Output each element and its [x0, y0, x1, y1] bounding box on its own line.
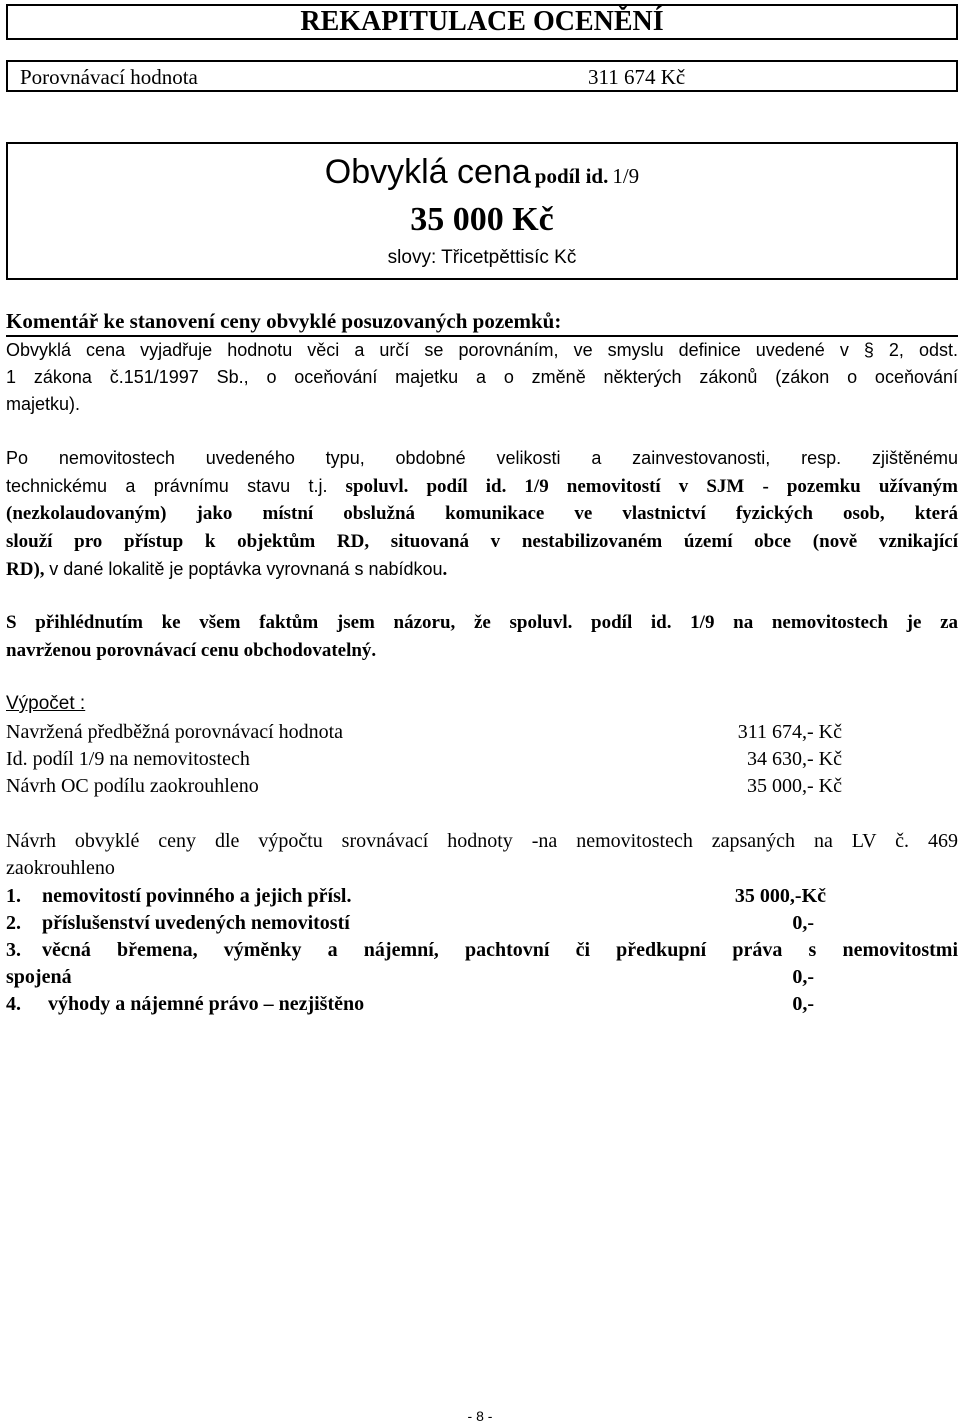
calc-row-label: Navržená předběžná porovnávací hodnota — [6, 721, 344, 743]
price-share — [535, 164, 609, 188]
comment-p2-line4: slouží pro přístup k objektům RD, situovaná v nestabilizovaném území obce (nově vznikající — [6, 531, 958, 552]
proposal-item-number: 2. — [6, 912, 21, 934]
comment-p3-line1: S přihlédnutím ke všem faktům jsem názoru, že spoluvl. podíl id. 1/9 na nemovitostech je za — [6, 612, 958, 633]
comment-p2-line1: Po nemovitostech uvedeného typu, obdobné velikosti a zainvestovanosti, resp. zjištěnému — [6, 448, 958, 468]
comment-p2-line5-bold: RD), — [6, 559, 45, 580]
proposal-item-text: výhody a nájemné právo – nezjištěno — [48, 993, 365, 1015]
comment-p2-line2-bold: spoluvl. podíl id. 1/9 nemovitostí v SJM - pozemku užívaným — [345, 476, 959, 497]
comment-p2-line5-end: . — [442, 559, 448, 580]
calc-row-value: 35 000,- Kč — [747, 775, 842, 797]
proposal-item-text: nemovitostí povinného a jejich přísl. — [42, 885, 352, 907]
comment-p3-line2: navrženou porovnávací cenu obchodovatelný. — [6, 640, 377, 661]
proposal-item-number: 4. — [6, 993, 21, 1015]
proposal-line1: Návrh obvyklé ceny dle výpočtu srovnávací hodnoty -na nemovitostech zapsaných na LV č. 469 — [6, 830, 958, 852]
proposal-item-value: 35 000,-Kč — [734, 885, 826, 907]
calc-heading: Výpočet : — [6, 693, 86, 714]
proposal-item-value: 0,- — [792, 966, 814, 988]
comparison-value: 311 674 Kč — [588, 65, 686, 89]
proposal-line2: zaokrouhleno — [6, 857, 115, 879]
title-box — [6, 4, 958, 40]
price-box — [6, 142, 958, 280]
price-title: Obvyklá cena — [324, 153, 531, 191]
page-number: - 8 - — [467, 1408, 493, 1424]
calc-row-value: 34 630,- Kč — [747, 748, 842, 770]
price-fraction: 1/9 — [612, 164, 640, 188]
comment-p2-line2 — [6, 473, 958, 500]
comparison-box — [6, 60, 958, 92]
calc-row-label: Id. podíl 1/9 na nemovitostech — [6, 748, 250, 770]
comment-p2-line2-plain: technickému a právnímu stavu t.j. — [6, 476, 328, 496]
proposal-item-text: věcná břemena, výměnky a nájemní, pachtovní či předkupní práva s nemovitostmi — [42, 939, 958, 961]
calc-row-label: Návrh OC podílu zaokrouhleno — [6, 775, 259, 797]
comment-p1-line3: majetku). — [6, 394, 81, 414]
proposal-item-value: 0,- — [792, 993, 814, 1015]
proposal-item-value: 0,- — [792, 912, 814, 934]
price-words: slovy: Třicetpěttisíc Kč — [387, 247, 577, 268]
comment-p2-line5-plain: v dané lokalitě je poptávka vyrovnaná s nabídkou — [49, 559, 443, 579]
comment-p2-line5 — [6, 556, 958, 583]
proposal-item-text-cont: spojená — [6, 966, 72, 988]
price-amount: 35 000 Kč — [410, 201, 554, 238]
price-share-label: podíl id. — [534, 164, 609, 188]
comment-p1-line2: 1 zákona č.151/1997 Sb., o oceňování majetku a o změně některých zákonů (zákon o oceňování — [6, 367, 958, 387]
page-title: REKAPITULACE OCENĚNÍ — [300, 6, 664, 37]
proposal-item-number: 1. — [6, 885, 21, 907]
calc-row-value: 311 674,- Kč — [737, 721, 842, 743]
price-title-line — [8, 152, 956, 199]
comparison-label: Porovnávací hodnota — [20, 65, 198, 89]
comment-p1-line1: Obvyklá cena vyjadřuje hodnotu věci a určí se porovnáním, ve smyslu definice uvedené v § 2, odst. — [6, 340, 958, 360]
comment-p2-line3: (nezkolaudovaným) jako místní obslužná komunikace ve vlastnictví fyzických osob, která — [6, 503, 958, 524]
proposal-item-number: 3. — [6, 939, 21, 961]
proposal-item-text: příslušenství uvedených nemovitostí — [42, 912, 350, 934]
comment-heading: Komentář ke stanovení ceny obvyklé posuzovaných pozemků: — [6, 307, 958, 337]
